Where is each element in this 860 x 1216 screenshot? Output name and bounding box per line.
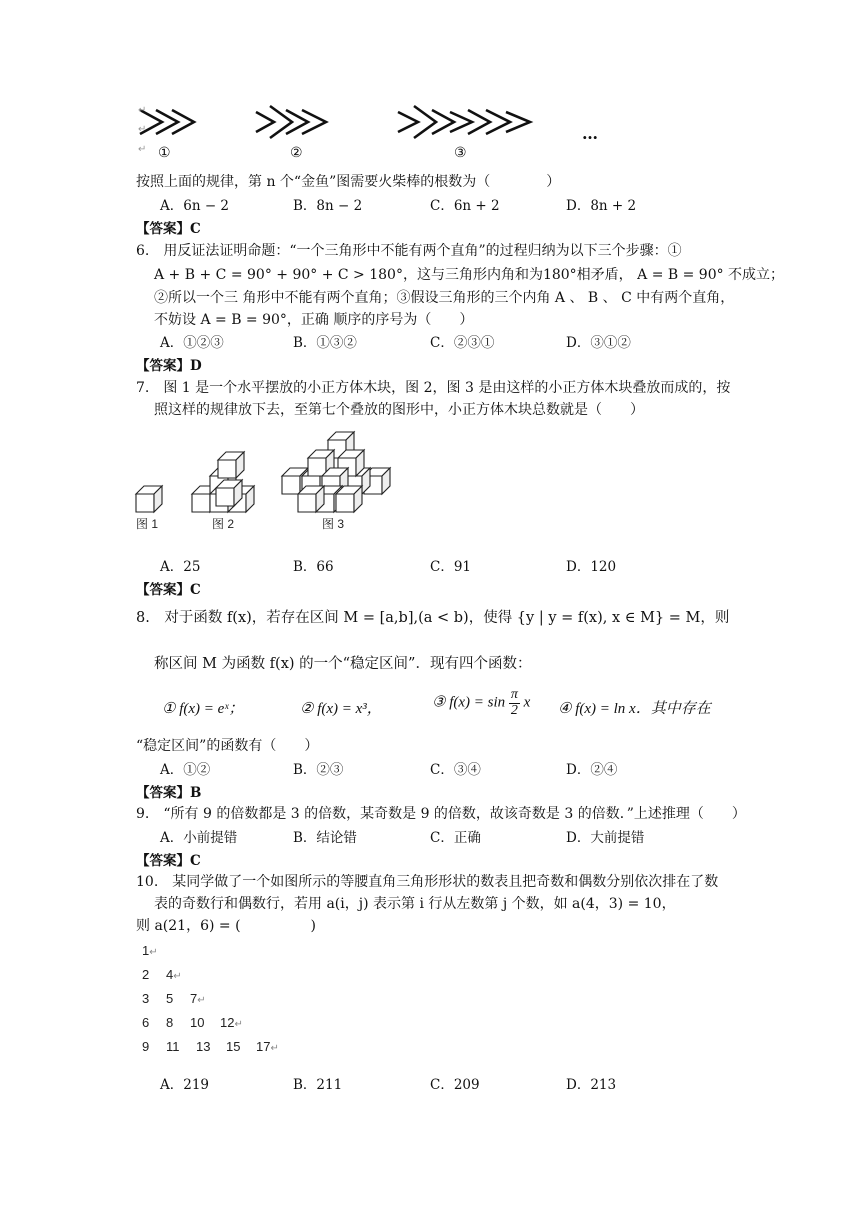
- fish-ellipsis: …: [582, 124, 598, 143]
- triangle-cell: 13: [196, 1039, 211, 1054]
- q8-f3-fraction: [509, 688, 520, 718]
- q7-line-2: 照这样的规律放下去，至第七个叠放的图形中，小正方体木块总数就是（ ）: [154, 402, 644, 418]
- triangle-row-5: 9 11 13 15 17↵: [142, 1039, 279, 1054]
- svg-text:↵: ↵: [138, 105, 147, 116]
- q8-function-1: ① f(x) = eˣ；: [162, 701, 244, 717]
- q6-line-3: ②所以一个三 角形中不能有两个直角；③假设三角形的三个内角 A 、 B 、 C 中有两个直角，: [154, 290, 735, 306]
- triangle-cell: 17: [256, 1039, 271, 1054]
- triangle-row-2: 2 4↵: [142, 967, 182, 982]
- q6-line-1: 6. 用反证法证明命题：“一个三角形中不能有两个直角”的过程归纳为以下三个步骤：①: [136, 243, 682, 259]
- q10-option-d: D．213: [566, 1077, 617, 1093]
- fish-label-2: ②: [290, 145, 303, 161]
- q8-line-4: “稳定区间”的函数有（ ）: [136, 738, 319, 754]
- q8-option-d: D．②④: [566, 762, 618, 778]
- fig-label-1: 图 1: [136, 517, 159, 531]
- triangle-cell: 1: [142, 943, 150, 958]
- q6-option-a: A．①②③: [160, 335, 224, 351]
- q7-line-1: 7. 图 1 是一个水平摆放的小正方体木块，图 2，图 3 是由这样的小正方体木块叠放而成的，按: [136, 380, 731, 396]
- q7-answer: 【答案】C: [136, 582, 201, 598]
- q10-option-a: A．219: [160, 1077, 210, 1093]
- triangle-row-3: 3 5 7↵: [142, 991, 206, 1006]
- q8-line-1: 8. 对于函数 f(x)，若存在区间 M = [a,b],(a < b)，使得 {y | y = f(x), x ∈ M} = M，则: [136, 610, 730, 626]
- q10-line-3: 则 a(21，6) = ( ): [136, 918, 316, 934]
- triangle-cell: 11: [166, 1039, 180, 1054]
- q9-line-1: 9. “所有 9 的倍数都是 3 的倍数，某奇数是 9 的倍数，故该奇数是 3 的倍数．”上述推理（ ）: [136, 806, 746, 822]
- q9-option-a: A．小前提错: [160, 830, 238, 846]
- triangle-cell: 2: [142, 967, 150, 982]
- q7-option-c: C．91: [430, 559, 472, 575]
- goldfish-figure-row: [136, 100, 596, 162]
- q8-f3-numerator: π: [510, 687, 518, 702]
- fish-label-1: ①: [158, 145, 171, 161]
- fig-label-3: 图 3: [322, 517, 345, 531]
- q8-answer: 【答案】B: [136, 785, 202, 801]
- q8-option-c: C．③④: [430, 762, 481, 778]
- q6-line-4: 不妨设 A = B = 90°，正确 顺序的序号为（ ）: [154, 312, 474, 328]
- q7-option-d: D．120: [566, 559, 617, 575]
- q6-option-d: D．③①②: [566, 335, 631, 351]
- q8-f3-var: x: [523, 694, 531, 711]
- triangle-row-1: 1↵: [142, 943, 158, 958]
- q5-option-b: B．8n − 2: [293, 198, 363, 214]
- q8-f3-prefix: ③ f(x) = sin: [432, 694, 506, 711]
- q5-option-d: D．8n + 2: [566, 198, 637, 214]
- q8-function-3: [432, 688, 530, 718]
- triangle-cell: 5: [166, 991, 174, 1006]
- q8-function-2: ② f(x) = x³，: [300, 701, 382, 717]
- q9-option-d: D．大前提错: [566, 830, 645, 846]
- triangle-row-4: 6 8 10 12↵: [142, 1015, 243, 1030]
- q6-option-c: C．②③①: [430, 335, 495, 351]
- q9-answer: 【答案】C: [136, 853, 201, 869]
- triangle-cell: 7: [190, 991, 198, 1006]
- q8-f3-denominator: 2: [510, 702, 518, 718]
- triangle-cell: 4: [166, 967, 174, 982]
- triangle-cell: 10: [190, 1015, 205, 1030]
- q6-line-2: A + B + C = 90° + 90° + C > 180°，这与三角形内角和为180°相矛盾， A = B = 90° 不成立；: [154, 267, 785, 283]
- q10-option-b: B．211: [293, 1077, 343, 1093]
- q5-option-a: A．6n − 2: [160, 198, 230, 214]
- fig-label-2: 图 2: [212, 517, 235, 531]
- q9-option-b: B．结论错: [293, 830, 357, 846]
- q8-line-2: 称区间 M 为函数 f(x) 的一个“稳定区间”．现有四个函数：: [154, 656, 532, 672]
- q10-line-2: 表的奇数行和偶数行，若用 a(i，j) 表示第 i 行从左数第 j 个数，如 a(4，3) = 10，: [154, 896, 676, 912]
- cube-stack-figures: [132, 428, 394, 534]
- q8-option-b: B．②③: [293, 762, 344, 778]
- q5-answer: 【答案】C: [136, 221, 201, 237]
- fish-label-3: ③: [454, 145, 467, 161]
- q6-option-b: B．①③②: [293, 335, 357, 351]
- triangle-cell: 3: [142, 991, 150, 1006]
- q5-option-c: C．6n + 2: [430, 198, 500, 214]
- svg-text:↵: ↵: [138, 144, 147, 155]
- q8-option-a: A．①②: [160, 762, 211, 778]
- triangle-cell: 15: [226, 1039, 241, 1054]
- q6-answer: 【答案】D: [136, 358, 202, 374]
- triangle-cell: 8: [166, 1015, 174, 1030]
- q7-option-a: A．25: [160, 559, 201, 575]
- q10-line-1: 10. 某同学做了一个如图所示的等腰直角三角形形状的数表且把奇数和偶数分别依次排在了数: [136, 874, 719, 890]
- q9-option-c: C．正确: [430, 830, 481, 846]
- triangle-cell: 12: [220, 1015, 235, 1030]
- q8-function-4: ④ f(x) = ln x．其中存在: [558, 701, 711, 717]
- triangle-cell: 6: [142, 1015, 150, 1030]
- svg-text:↵: ↵: [138, 124, 147, 135]
- q5-stem: 按照上面的规律，第 n 个“金鱼”图需要火柴棒的根数为（ ）: [136, 174, 561, 190]
- q10-option-c: C．209: [430, 1077, 480, 1093]
- q7-option-b: B．66: [293, 559, 334, 575]
- triangle-cell: 9: [142, 1039, 150, 1054]
